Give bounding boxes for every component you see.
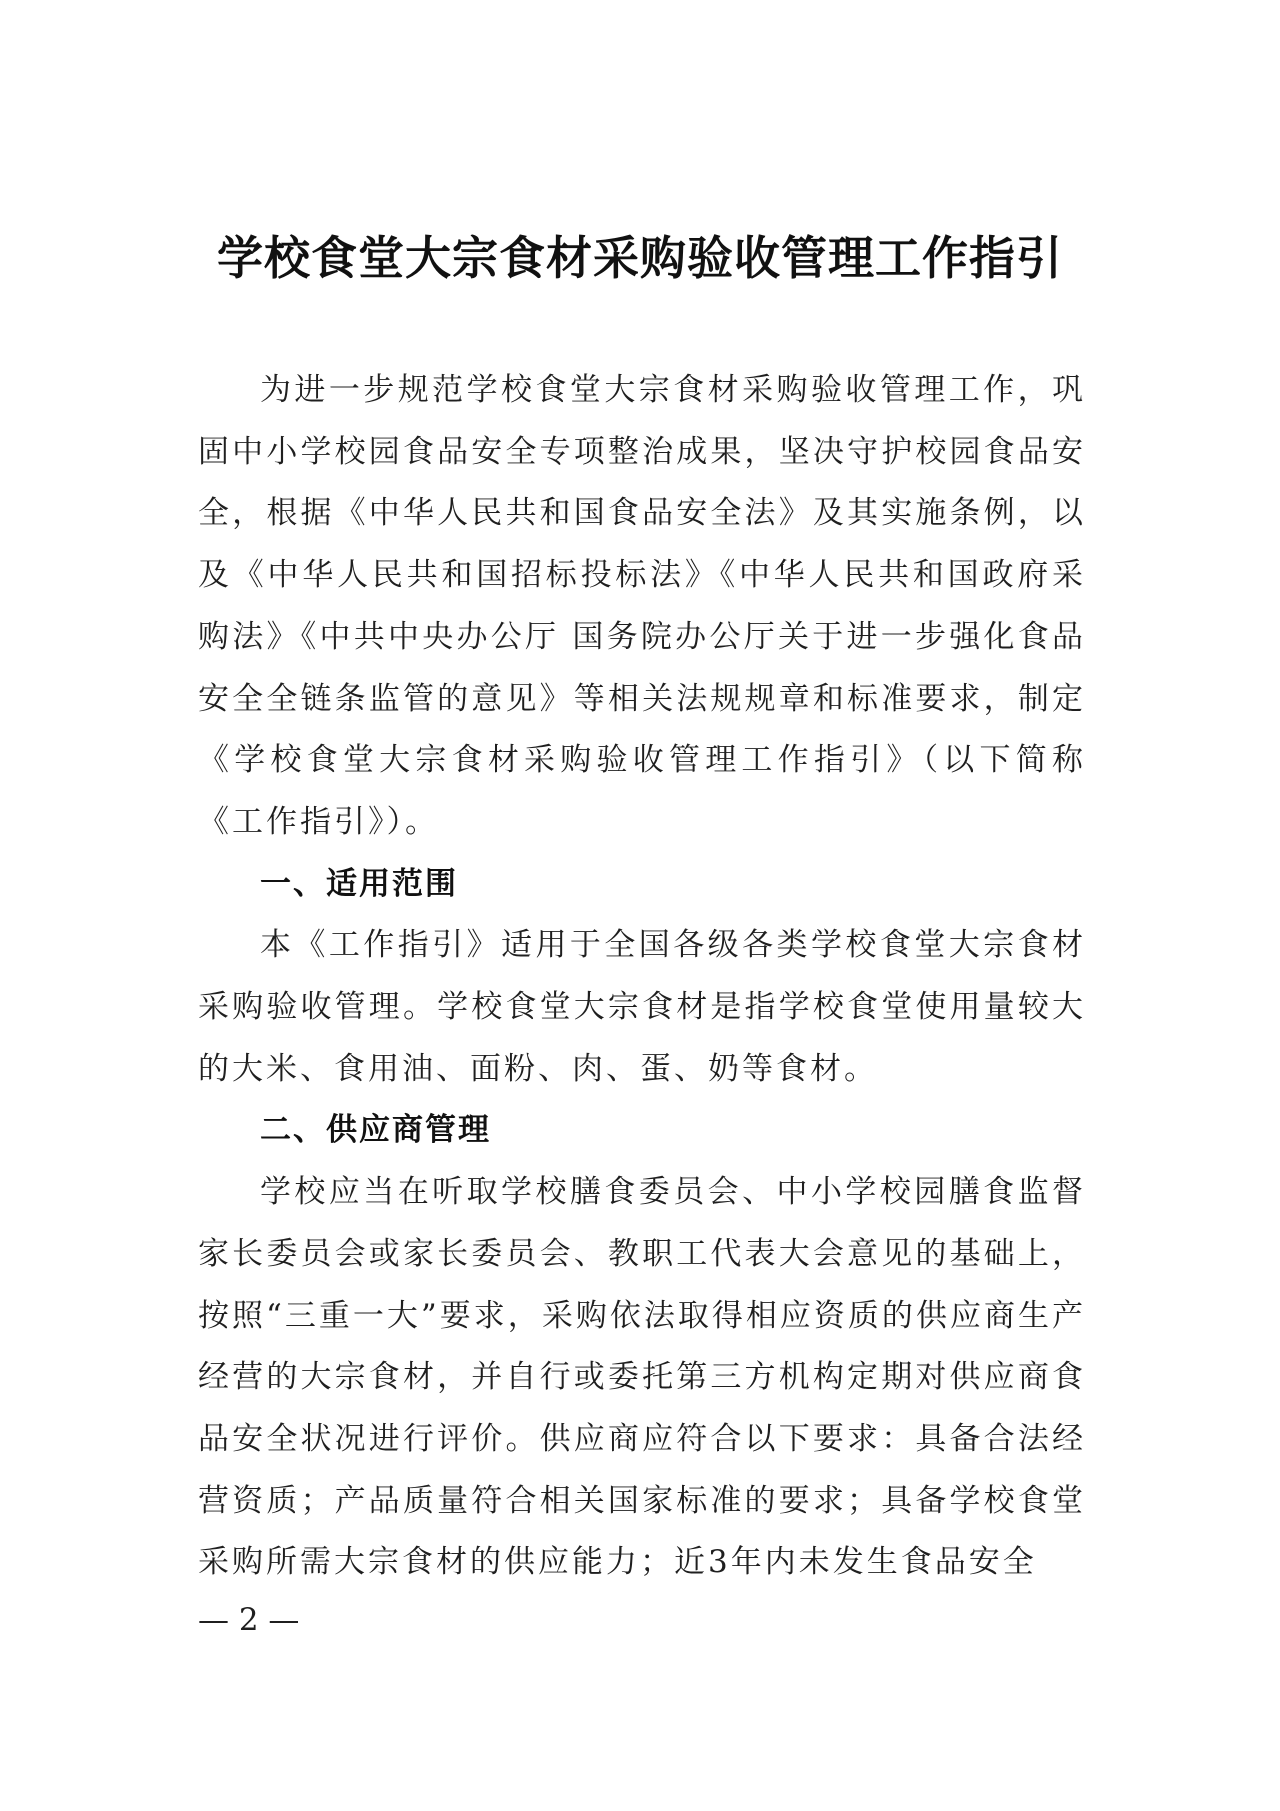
section-paragraph-supplier: 学校应当在听取学校膳食委员会、中小学校园膳食监督家长委员会或家长委员会、教职工代表大会意见的基础上，按照“三重一大”要求，采购依法取得相应资质的供应商生产经营的大宗食材，并自行或委托第三方机构定期对供应商食品安全状况进行评价。供应商应符合以下要求：具备合法经营资质；产品质量符合相关国家标准的要求；具备学校食堂采购所需大宗食材的供应能力；近3年内未发生食品安全 [198, 1174, 1086, 1581]
section-paragraph-scope: 本《工作指引》适用于全国各级各类学校食堂大宗食材采购验收管理。学校食堂大宗食材是指学校食堂使用量较大的大米、食用油、面粉、肉、蛋、奶等食材。 [198, 927, 1086, 1087]
document-title: 学校食堂大宗食材采购验收管理工作指引 [217, 231, 1063, 285]
page-number: — 2 — [198, 1602, 300, 1638]
document-body [198, 360, 1086, 1594]
section-heading-supplier: 二、供应商管理 [260, 1112, 491, 1149]
intro-paragraph: 为进一步规范学校食堂大宗食材采购验收管理工作，巩固中小学校园食品安全专项整治成果，坚决守护校园食品安全，根据《中华人民共和国食品安全法》及其实施条例，以及《中华人民共和国招标投标法》《中华人民共和国政府采购法》《中共中央办公厅 国务院办公厅关于进一步强化食品安全全链条监管的意见》等相关法规规章和标准要求，制定《学校食堂大宗食材采购验收管理工作指引》（以下简称《工作指引》）。 [198, 372, 1086, 840]
section-heading-scope: 一、适用范围 [260, 865, 458, 902]
